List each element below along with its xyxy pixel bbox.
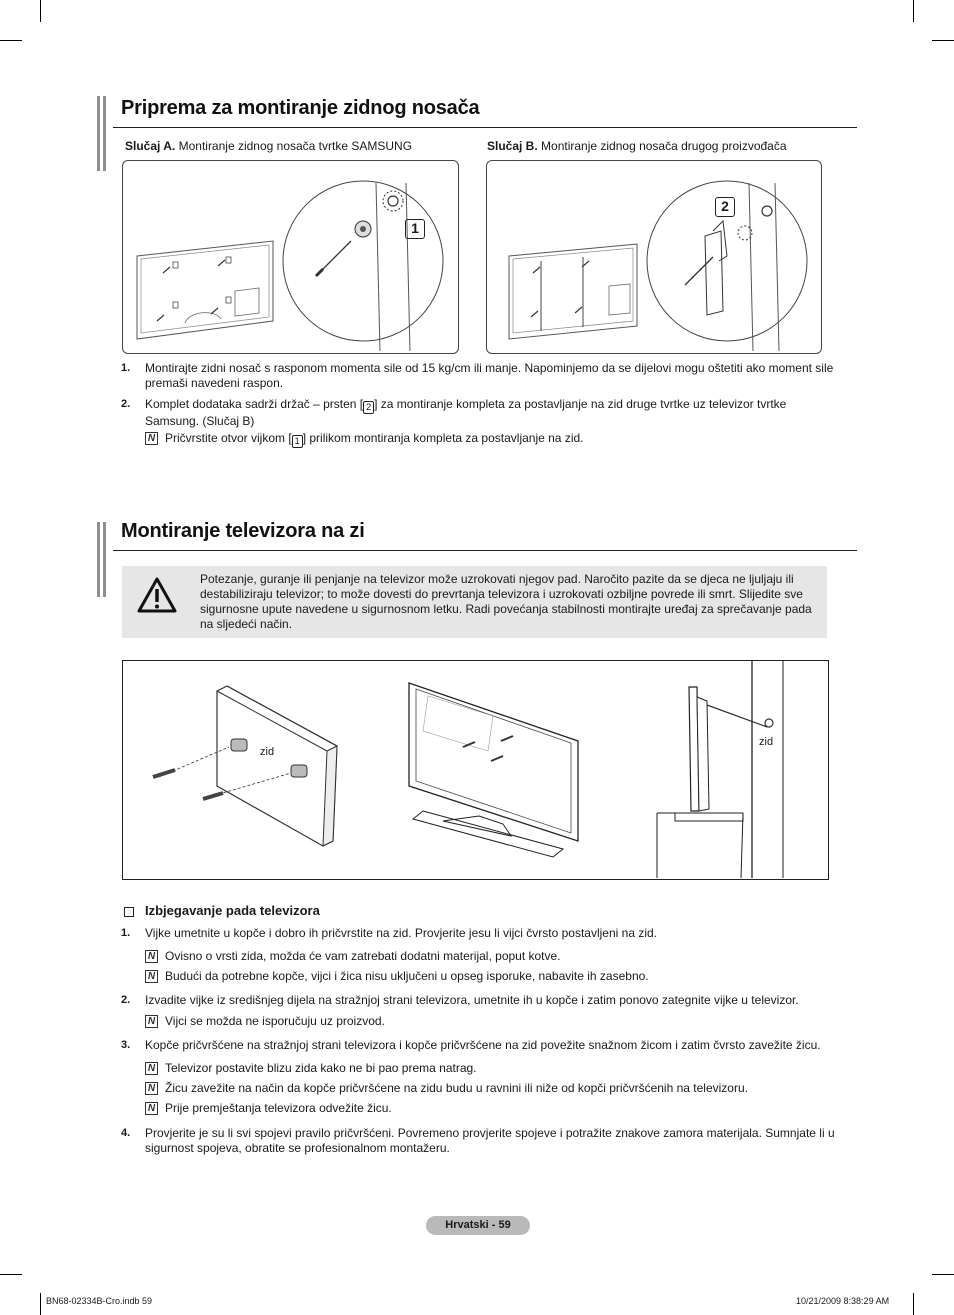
section-title: Montiranje televizora na zi (121, 520, 365, 542)
crop-mark (932, 40, 954, 41)
section-rule (113, 550, 857, 551)
note-icon: N (145, 950, 158, 963)
note-text: Pričvrstite otvor vijkom [ 1 ] prilikom montiranja kompleta za postavljanje na zid. (165, 431, 584, 446)
note-icon: N (145, 1015, 158, 1028)
page-number-label: Hrvatski - 59 (426, 1216, 530, 1235)
timestamp: 10/21/2009 8:38:29 AM (796, 1296, 890, 1306)
section-bar (97, 96, 100, 171)
step-number: 2. (121, 994, 131, 1006)
wall-mount-illustration-a (123, 161, 459, 354)
section-bar (103, 522, 106, 597)
figure-case-a (122, 160, 459, 354)
list-item-text: Montirajte zidni nosač s rasponom momenta sile od 15 kg/cm ili manje. Napominjemo da se dijelovi mogu oštetiti ako moment sile premaši navedeni raspon. (145, 361, 834, 390)
note-text: Ovisno o vrsti zida, možda će vam zatrebati dodatni materijal, poput kotve. (165, 949, 561, 963)
step-text: Kopče pričvršćene na stražnjoj strani televizora i kopče pričvršćene na zid povežite snažnom žicom i zatim čvrsto zavežite žicu. (145, 1038, 821, 1052)
case-b-caption: Slučaj B. Montiranje zidnog nosača drugog proizvođača (487, 139, 787, 153)
file-info: BN68-02334B-Cro.indb 59 (46, 1296, 153, 1306)
note-text: Budući da potrebne kopče, vijci i žica nisu uključeni u opseg isporuke, nabavite ih zasebno. (165, 969, 649, 983)
anti-fall-illustration (123, 661, 827, 878)
step-number: 4. (121, 1127, 131, 1139)
badge-2: 2 (715, 197, 735, 217)
subheading: Izbjegavanje pada televizora (145, 903, 320, 918)
case-a-caption: Slučaj A. Montiranje zidnog nosača tvrtke SAMSUNG (125, 139, 413, 153)
note-text: Žicu zavežite na način da kopče pričvršćene na zidu budu u ravnini ili niže od kopči pričvršćenih na televizoru. (165, 1081, 748, 1095)
section-bar (97, 522, 100, 597)
step-text: Vijke umetnite u kopče i dobro ih pričvrstite na zid. Provjerite jesu li vijci čvrsto postavljeni na zid. (145, 926, 658, 940)
crop-mark (913, 1293, 914, 1315)
wall-mount-illustration-b (487, 161, 822, 354)
list-item-number: 1. (121, 362, 131, 374)
figure-case-b (486, 160, 822, 354)
step-number: 3. (121, 1039, 131, 1051)
step-text: Izvadite vijke iz središnjeg dijela na stražnjoj strani televizora, umetnite ih u kopče i zatim ponovo zategnite vijke u televizor. (145, 993, 799, 1007)
crop-mark (0, 40, 22, 41)
warning-text: Potezanje, guranje ili penjanje na televizor može uzrokovati njegov pad. Naročito pazite da se djeca ne ljuljaju ili destabiliziraju televizor; to može dovesti do prevrtanja televizora i uzrokovati ozbiljne povrede ili smrt. Slijedite sve sigurnosne upute navedene u sigurnosnom letku. Radi povećanja stabilnosti montirajte uređaj za sprečavanje pada na sljedeći način. (200, 572, 812, 631)
note-text: Vijci se možda ne isporučuju uz proizvod. (165, 1014, 385, 1028)
crop-mark (40, 0, 41, 22)
note-icon: N (145, 1082, 158, 1095)
note-icon: N (145, 1102, 158, 1115)
list-item-text: Komplet dodataka sadrži držač – prsten [ 2 ] za montiranje kompleta za postavljanje na zid druge tvrtke uz televizor tvrtke Samsung. (Slučaj B) (145, 397, 787, 428)
crop-mark (40, 1293, 41, 1315)
step-number: 1. (121, 927, 131, 939)
crop-mark (932, 1274, 954, 1275)
note-icon: N (145, 970, 158, 983)
section-title: Priprema za montiranje zidnog nosača (121, 97, 480, 119)
crop-mark (913, 0, 914, 22)
warning-box (122, 566, 827, 638)
numbered-box: 1 (292, 435, 303, 448)
step-text: Provjerite je su li svi spojevi pravilo pričvršćeni. Povremeno provjerite spojeve i potražite znakove zamora materijala. Sumnjate li u sigurnost spojeva, obratite se profesionalnom montažeru. (145, 1126, 835, 1155)
badge-1: 1 (405, 219, 425, 239)
note-icon: N (145, 432, 158, 445)
anti-fall-figure (122, 660, 829, 880)
note-icon: N (145, 1062, 158, 1075)
crop-mark (0, 1274, 22, 1275)
wall-label: zid (260, 746, 275, 758)
note-text: Prije premještanja televizora odvežite žicu. (165, 1101, 392, 1115)
section-bar (103, 96, 106, 171)
section-rule (113, 127, 857, 128)
numbered-box: 2 (363, 401, 374, 414)
warning-icon (136, 576, 178, 614)
list-item-number: 2. (121, 398, 131, 410)
checkbox-bullet (124, 907, 134, 917)
wall-label: zid (759, 736, 774, 748)
note-text: Televizor postavite blizu zida kako ne bi pao prema natrag. (165, 1061, 477, 1075)
